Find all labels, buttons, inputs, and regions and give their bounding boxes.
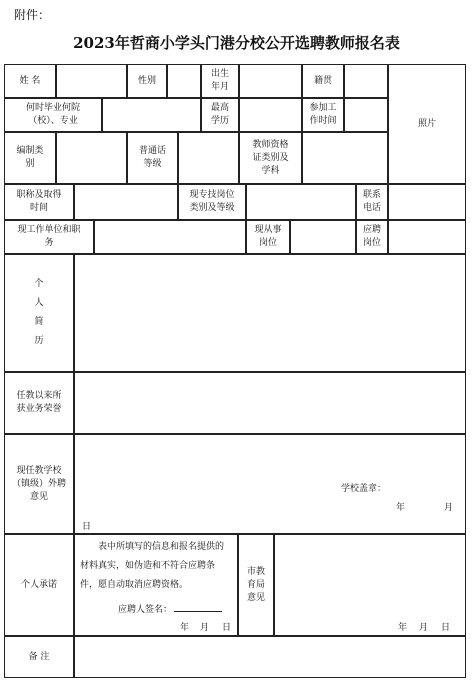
- signature-row: [118, 601, 222, 615]
- label-mandarin-level: 普通话 等级: [127, 132, 178, 184]
- label-honors: 任教以来所 获业务荣誉: [4, 372, 74, 434]
- label-teacher-cert: 教师资格 证类别及 学科: [239, 132, 302, 184]
- label-work-start: 参加工 作时间: [302, 98, 344, 132]
- input-title-obtained[interactable]: [74, 184, 178, 220]
- label-applied-post: 应聘 岗位: [356, 220, 388, 254]
- input-honors[interactable]: [74, 372, 466, 434]
- input-resume[interactable]: [74, 254, 466, 372]
- opinion-year: 年: [396, 503, 406, 513]
- input-school-opinion[interactable]: [74, 434, 466, 534]
- label-remarks: 备 注: [4, 636, 74, 678]
- input-current-unit[interactable]: [94, 220, 246, 254]
- signature-line[interactable]: [174, 601, 222, 612]
- input-work-start[interactable]: [344, 98, 388, 132]
- input-teacher-cert[interactable]: [302, 132, 388, 184]
- attachment-label: 附件：: [14, 8, 51, 22]
- form-title: 2023年哲商小学头门港分校公开选聘教师报名表: [73, 34, 400, 52]
- label-birth: 出生 年月: [201, 64, 239, 98]
- label-bureau-opinion: 市教 育局 意见: [238, 534, 274, 636]
- label-commitment: 个人承诺: [4, 534, 74, 636]
- input-remarks[interactable]: [74, 636, 466, 678]
- input-staffing-type[interactable]: [56, 132, 127, 184]
- bureau-day: 日: [441, 623, 451, 633]
- input-birth[interactable]: [239, 64, 302, 98]
- bureau-year: 年: [398, 623, 408, 633]
- label-highest-education: 最高 学历: [201, 98, 239, 132]
- input-name[interactable]: [56, 64, 127, 98]
- label-current-unit: 现工作单位和职 务: [4, 220, 94, 254]
- commitment-text: 表中所填写的信息和报名提供的材料真实，如伪造和不符合应聘条件，愿自动取消应聘资格。: [80, 542, 225, 590]
- label-school-opinion: 现任教学校 （镇级）外聘 意见: [4, 434, 74, 534]
- input-current-tech-post[interactable]: [246, 184, 356, 220]
- input-applied-post[interactable]: [388, 220, 466, 254]
- label-gender: 性别: [127, 64, 167, 98]
- input-graduation-school[interactable]: [102, 98, 201, 132]
- input-bureau-opinion[interactable]: [274, 534, 466, 636]
- label-resume: 个 人 简 历: [4, 254, 74, 372]
- label-graduation-school: 何时毕业何院 （校）、专业: [4, 98, 102, 132]
- input-mandarin-level[interactable]: [178, 132, 239, 184]
- label-title-obtained: 职称及取得 时间: [4, 184, 74, 220]
- photo-box[interactable]: 照片: [388, 64, 466, 184]
- label-current-post: 现从事 岗位: [246, 220, 290, 254]
- label-phone: 联系 电话: [356, 184, 388, 220]
- opinion-day: 日: [82, 522, 92, 532]
- input-highest-education[interactable]: [239, 98, 302, 132]
- commit-year: 年: [180, 623, 190, 633]
- input-native-place[interactable]: [344, 64, 388, 98]
- bureau-month: 月: [419, 623, 429, 633]
- label-name: 姓 名: [4, 64, 56, 98]
- label-current-tech-post: 现专技岗位 类别及等级: [178, 184, 246, 220]
- commit-month: 月: [200, 623, 210, 633]
- input-current-post[interactable]: [290, 220, 356, 254]
- commit-day: 日: [222, 623, 232, 633]
- input-gender[interactable]: [167, 64, 201, 98]
- opinion-month: 月: [444, 503, 454, 513]
- school-seal-label: 学校盖章：: [341, 484, 387, 494]
- input-phone[interactable]: [388, 184, 466, 220]
- label-native-place: 籍贯: [302, 64, 344, 98]
- label-staffing-type: 编制类 别: [4, 132, 56, 184]
- signature-label: 应聘人签名：: [118, 605, 173, 615]
